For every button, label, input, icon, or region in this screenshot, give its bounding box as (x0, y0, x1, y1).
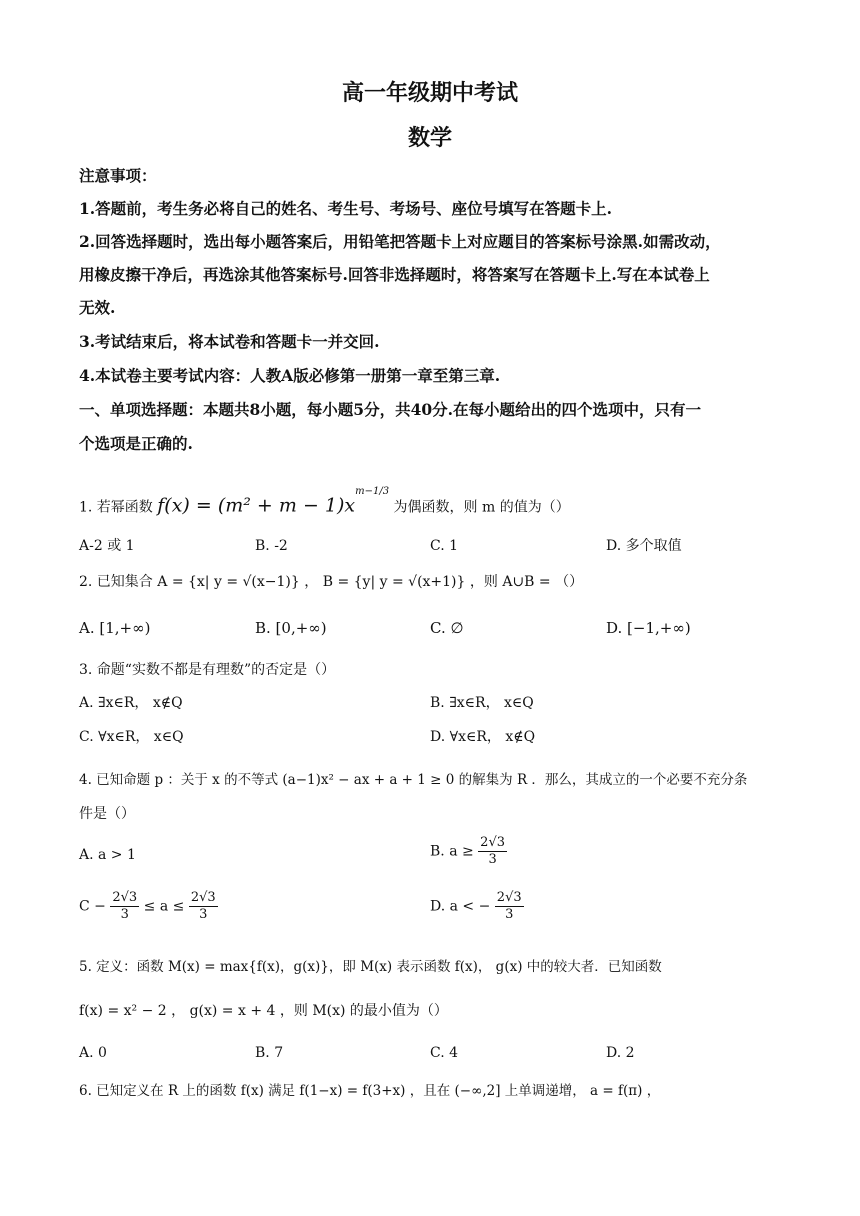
q2-text-b: B = {y| y = √(x+1)} ，则 A∪B = （） (322, 574, 584, 590)
q4-option-b-prefix: B. a ≥ (430, 843, 474, 860)
q3-option-b: B. ∃x∈R， x∈Q (430, 695, 534, 711)
q4-option-a: A. a > 1 (79, 847, 136, 863)
question-5: 5. 定义：函数 M(x) = max{f(x)，g(x)}，即 M(x) 表示函数 f(x)， g(x) 中的较大者．已知函数 (79, 959, 662, 975)
fraction-denominator: 3 (120, 907, 129, 922)
notice-item-2-cont: 用橡皮擦干净后，再选涂其他答案标号.回答非选择题时，将答案写在答题卡上.写在本试卷上 (79, 265, 710, 284)
q2-option-c: C. ∅ (430, 619, 464, 637)
q4-option-c-mid: ≤ a ≤ (143, 898, 185, 915)
section-heading-cont: 个选项是正确的. (79, 434, 193, 453)
section-heading: 一、单项选择题：本题共8小题，每小题5分，共40分.在每小题给出的四个选项中，只有一 (79, 400, 702, 419)
question-5-cont: f(x) = x² − 2 ， g(x) = x + 4 ，则 M(x) 的最小值为（） (79, 1003, 448, 1019)
notice-item-3: 3.考试结束后，将本试卷和答题卡一并交回. (79, 332, 380, 351)
q5-option-b: B. 7 (255, 1045, 284, 1061)
q4-option-d-fraction (495, 890, 524, 923)
question-4: 4. 已知命题 p ：关于 x 的不等式 (a−1)x² − ax + a + 1 ≥ 0 的解集为 R ．那么，其成立的一个必要不充分条 (79, 772, 748, 788)
question-3: 3. 命题“实数不都是有理数”的否定是（） (79, 662, 336, 678)
q5-option-a: A. 0 (79, 1045, 107, 1061)
q4-option-c (79, 890, 218, 923)
fraction-denominator: 3 (505, 907, 514, 922)
q4-option-c-fraction-left (110, 890, 139, 923)
q2-option-b: B. [0,+∞) (255, 619, 327, 637)
q1-suffix: 为偶函数，则 m 的值为（） (393, 499, 570, 516)
q4-option-c-prefix: C − (79, 898, 106, 915)
q2-option-a: A. [1,+∞) (79, 619, 151, 637)
fraction-numerator: 2√3 (112, 890, 138, 905)
notice-item-1: 1.答题前，考生务必将自己的姓名、考生号、考场号、座位号填写在答题卡上. (79, 199, 613, 218)
fraction-denominator: 3 (199, 907, 208, 922)
q5-option-d: D. 2 (606, 1045, 635, 1061)
question-1 (79, 486, 570, 518)
q3-option-a: A. ∃x∈R， x∉Q (79, 695, 183, 711)
exam-subject: 数学 (407, 125, 452, 151)
q1-option-c: C. 1 (430, 538, 459, 554)
q4-option-d-prefix: D. a < − (430, 898, 491, 915)
q1-option-b: B. -2 (255, 538, 288, 554)
notice-heading: 注意事项： (79, 166, 157, 185)
question-6: 6. 已知定义在 R 上的函数 f(x) 满足 f(1−x) = f(3+x) ，且在 (−∞,2] 上单调递增， a = f(π) ， (79, 1083, 661, 1099)
q2-text-a: 2. 已知集合 A = {x| y = √(x−1)} ， (79, 574, 319, 590)
q5-option-c: C. 4 (430, 1045, 459, 1061)
q1-option-a: A-2 或 1 (79, 538, 135, 554)
fraction-denominator: 3 (488, 852, 497, 867)
notice-item-2: 2.回答选择题时，选出每小题答案后，用铅笔把答题卡上对应题目的答案标号涂黑.如需改动， (79, 232, 721, 251)
q4-option-b-fraction (478, 835, 507, 868)
q4-option-d (430, 890, 524, 923)
fraction-numerator: 2√3 (496, 890, 522, 905)
q4-option-c-fraction-right (189, 890, 218, 923)
question-4-cont: 件是（） (79, 806, 135, 822)
q3-option-c: C. ∀x∈R， x∈Q (79, 729, 184, 745)
q4-option-b (430, 835, 507, 868)
notice-item-4: 4.本试卷主要考试内容：人教A版必修第一册第一章至第三章. (79, 366, 501, 385)
fraction-numerator: 2√3 (190, 890, 216, 905)
q2-option-d: D. [−1,+∞) (606, 619, 691, 637)
q1-prefix: 1. 若幂函数 (79, 499, 153, 516)
exam-title: 高一年级期中考试 (341, 80, 518, 106)
notice-item-2-end: 无效. (79, 298, 116, 317)
q1-exponent: m−1/3 (355, 486, 390, 497)
q1-option-d: D. 多个取值 (606, 538, 682, 554)
q3-option-d: D. ∀x∈R， x∉Q (430, 729, 536, 745)
question-2 (79, 572, 583, 592)
fraction-numerator: 2√3 (480, 835, 505, 850)
q1-function: f(x) = (m² + m − 1)x (157, 494, 356, 517)
